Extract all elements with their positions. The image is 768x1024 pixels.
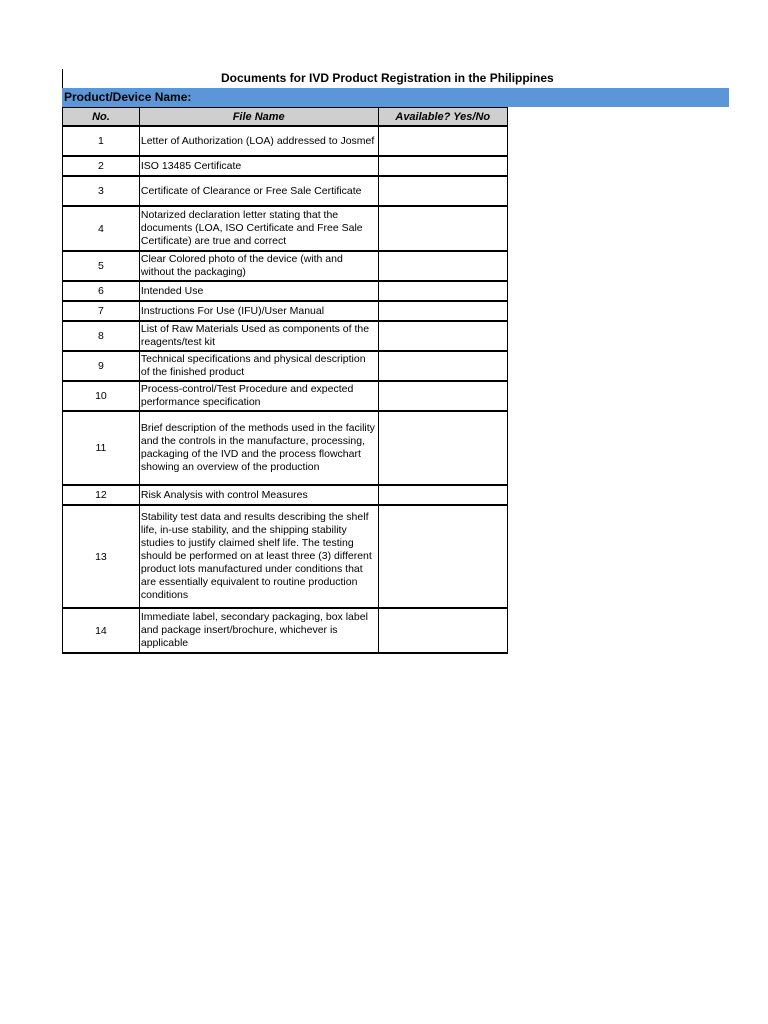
available-cell[interactable] bbox=[378, 485, 507, 505]
row-number: 10 bbox=[63, 381, 140, 411]
available-cell[interactable] bbox=[378, 156, 507, 176]
row-number: 6 bbox=[63, 281, 140, 301]
available-cell[interactable] bbox=[378, 126, 507, 156]
row-number: 2 bbox=[63, 156, 140, 176]
table-row bbox=[63, 505, 508, 608]
row-number: 11 bbox=[63, 411, 140, 485]
table-row bbox=[63, 411, 508, 485]
table-row bbox=[63, 281, 508, 301]
available-cell[interactable] bbox=[378, 281, 507, 301]
file-name-cell: List of Raw Materials Used as components of the reagents/test kit bbox=[139, 321, 378, 351]
documents-checklist-table bbox=[62, 107, 508, 654]
table-row bbox=[63, 608, 508, 653]
document-title: Documents for IVD Product Registration in the Philippines bbox=[221, 71, 554, 85]
table-row bbox=[63, 251, 508, 281]
file-name-cell: ISO 13485 Certificate bbox=[139, 156, 378, 176]
available-cell[interactable] bbox=[378, 351, 507, 381]
available-cell[interactable] bbox=[378, 176, 507, 206]
file-name-cell: Clear Colored photo of the device (with and without the packaging) bbox=[139, 251, 378, 281]
row-number: 9 bbox=[63, 351, 140, 381]
product-name-label: Product/Device Name: bbox=[64, 90, 192, 104]
available-cell[interactable] bbox=[378, 251, 507, 281]
table-row bbox=[63, 351, 508, 381]
header-no: No. bbox=[63, 108, 140, 127]
file-name-cell: Intended Use bbox=[139, 281, 378, 301]
file-name-cell: Stability test data and results describing the shelf life, in-use stability, and the shipping stability studies to justify claimed shelf life. The testing should be performed on at least three (3) different product lots manufactured under conditions that are essentially equivalent to routine production conditions bbox=[139, 505, 378, 608]
row-number: 4 bbox=[63, 206, 140, 251]
file-name-cell: Process-control/Test Procedure and expected performance specification bbox=[139, 381, 378, 411]
available-cell[interactable] bbox=[378, 411, 507, 485]
file-name-cell: Certificate of Clearance or Free Sale Certificate bbox=[139, 176, 378, 206]
table-row bbox=[63, 126, 508, 156]
file-name-cell: Letter of Authorization (LOA) addressed to Josmef bbox=[139, 126, 378, 156]
available-cell[interactable] bbox=[378, 381, 507, 411]
table-row bbox=[63, 381, 508, 411]
table-row bbox=[63, 301, 508, 321]
file-name-cell: Notarized declaration letter stating that the documents (LOA, ISO Certificate and Free Sale Certificate) are true and correct bbox=[139, 206, 378, 251]
file-name-cell: Immediate label, secondary packaging, box label and package insert/brochure, whichever is applicable bbox=[139, 608, 378, 653]
table-row bbox=[63, 485, 508, 505]
row-number: 13 bbox=[63, 505, 140, 608]
header-file-name: File Name bbox=[139, 108, 378, 127]
available-cell[interactable] bbox=[378, 608, 507, 653]
available-cell[interactable] bbox=[378, 206, 507, 251]
file-name-cell: Instructions For Use (IFU)/User Manual bbox=[139, 301, 378, 321]
available-cell[interactable] bbox=[378, 301, 507, 321]
row-number: 3 bbox=[63, 176, 140, 206]
row-number: 5 bbox=[63, 251, 140, 281]
table-row bbox=[63, 321, 508, 351]
product-name-banner[interactable] bbox=[62, 88, 729, 107]
available-cell[interactable] bbox=[378, 505, 507, 608]
file-name-cell: Brief description of the methods used in the facility and the controls in the manufacture, processing, packaging of the IVD and the process flowchart showing an overview of the production bbox=[139, 411, 378, 485]
row-number: 8 bbox=[63, 321, 140, 351]
header-available: Available? Yes/No bbox=[378, 108, 507, 127]
row-number: 7 bbox=[63, 301, 140, 321]
row-number: 12 bbox=[63, 485, 140, 505]
table-header-row bbox=[63, 108, 508, 127]
table-row bbox=[63, 206, 508, 251]
file-name-cell: Risk Analysis with control Measures bbox=[139, 485, 378, 505]
row-number: 1 bbox=[63, 126, 140, 156]
table-row bbox=[63, 156, 508, 176]
row-number: 14 bbox=[63, 608, 140, 653]
table-row bbox=[63, 176, 508, 206]
file-name-cell: Technical specifications and physical description of the finished product bbox=[139, 351, 378, 381]
available-cell[interactable] bbox=[378, 321, 507, 351]
